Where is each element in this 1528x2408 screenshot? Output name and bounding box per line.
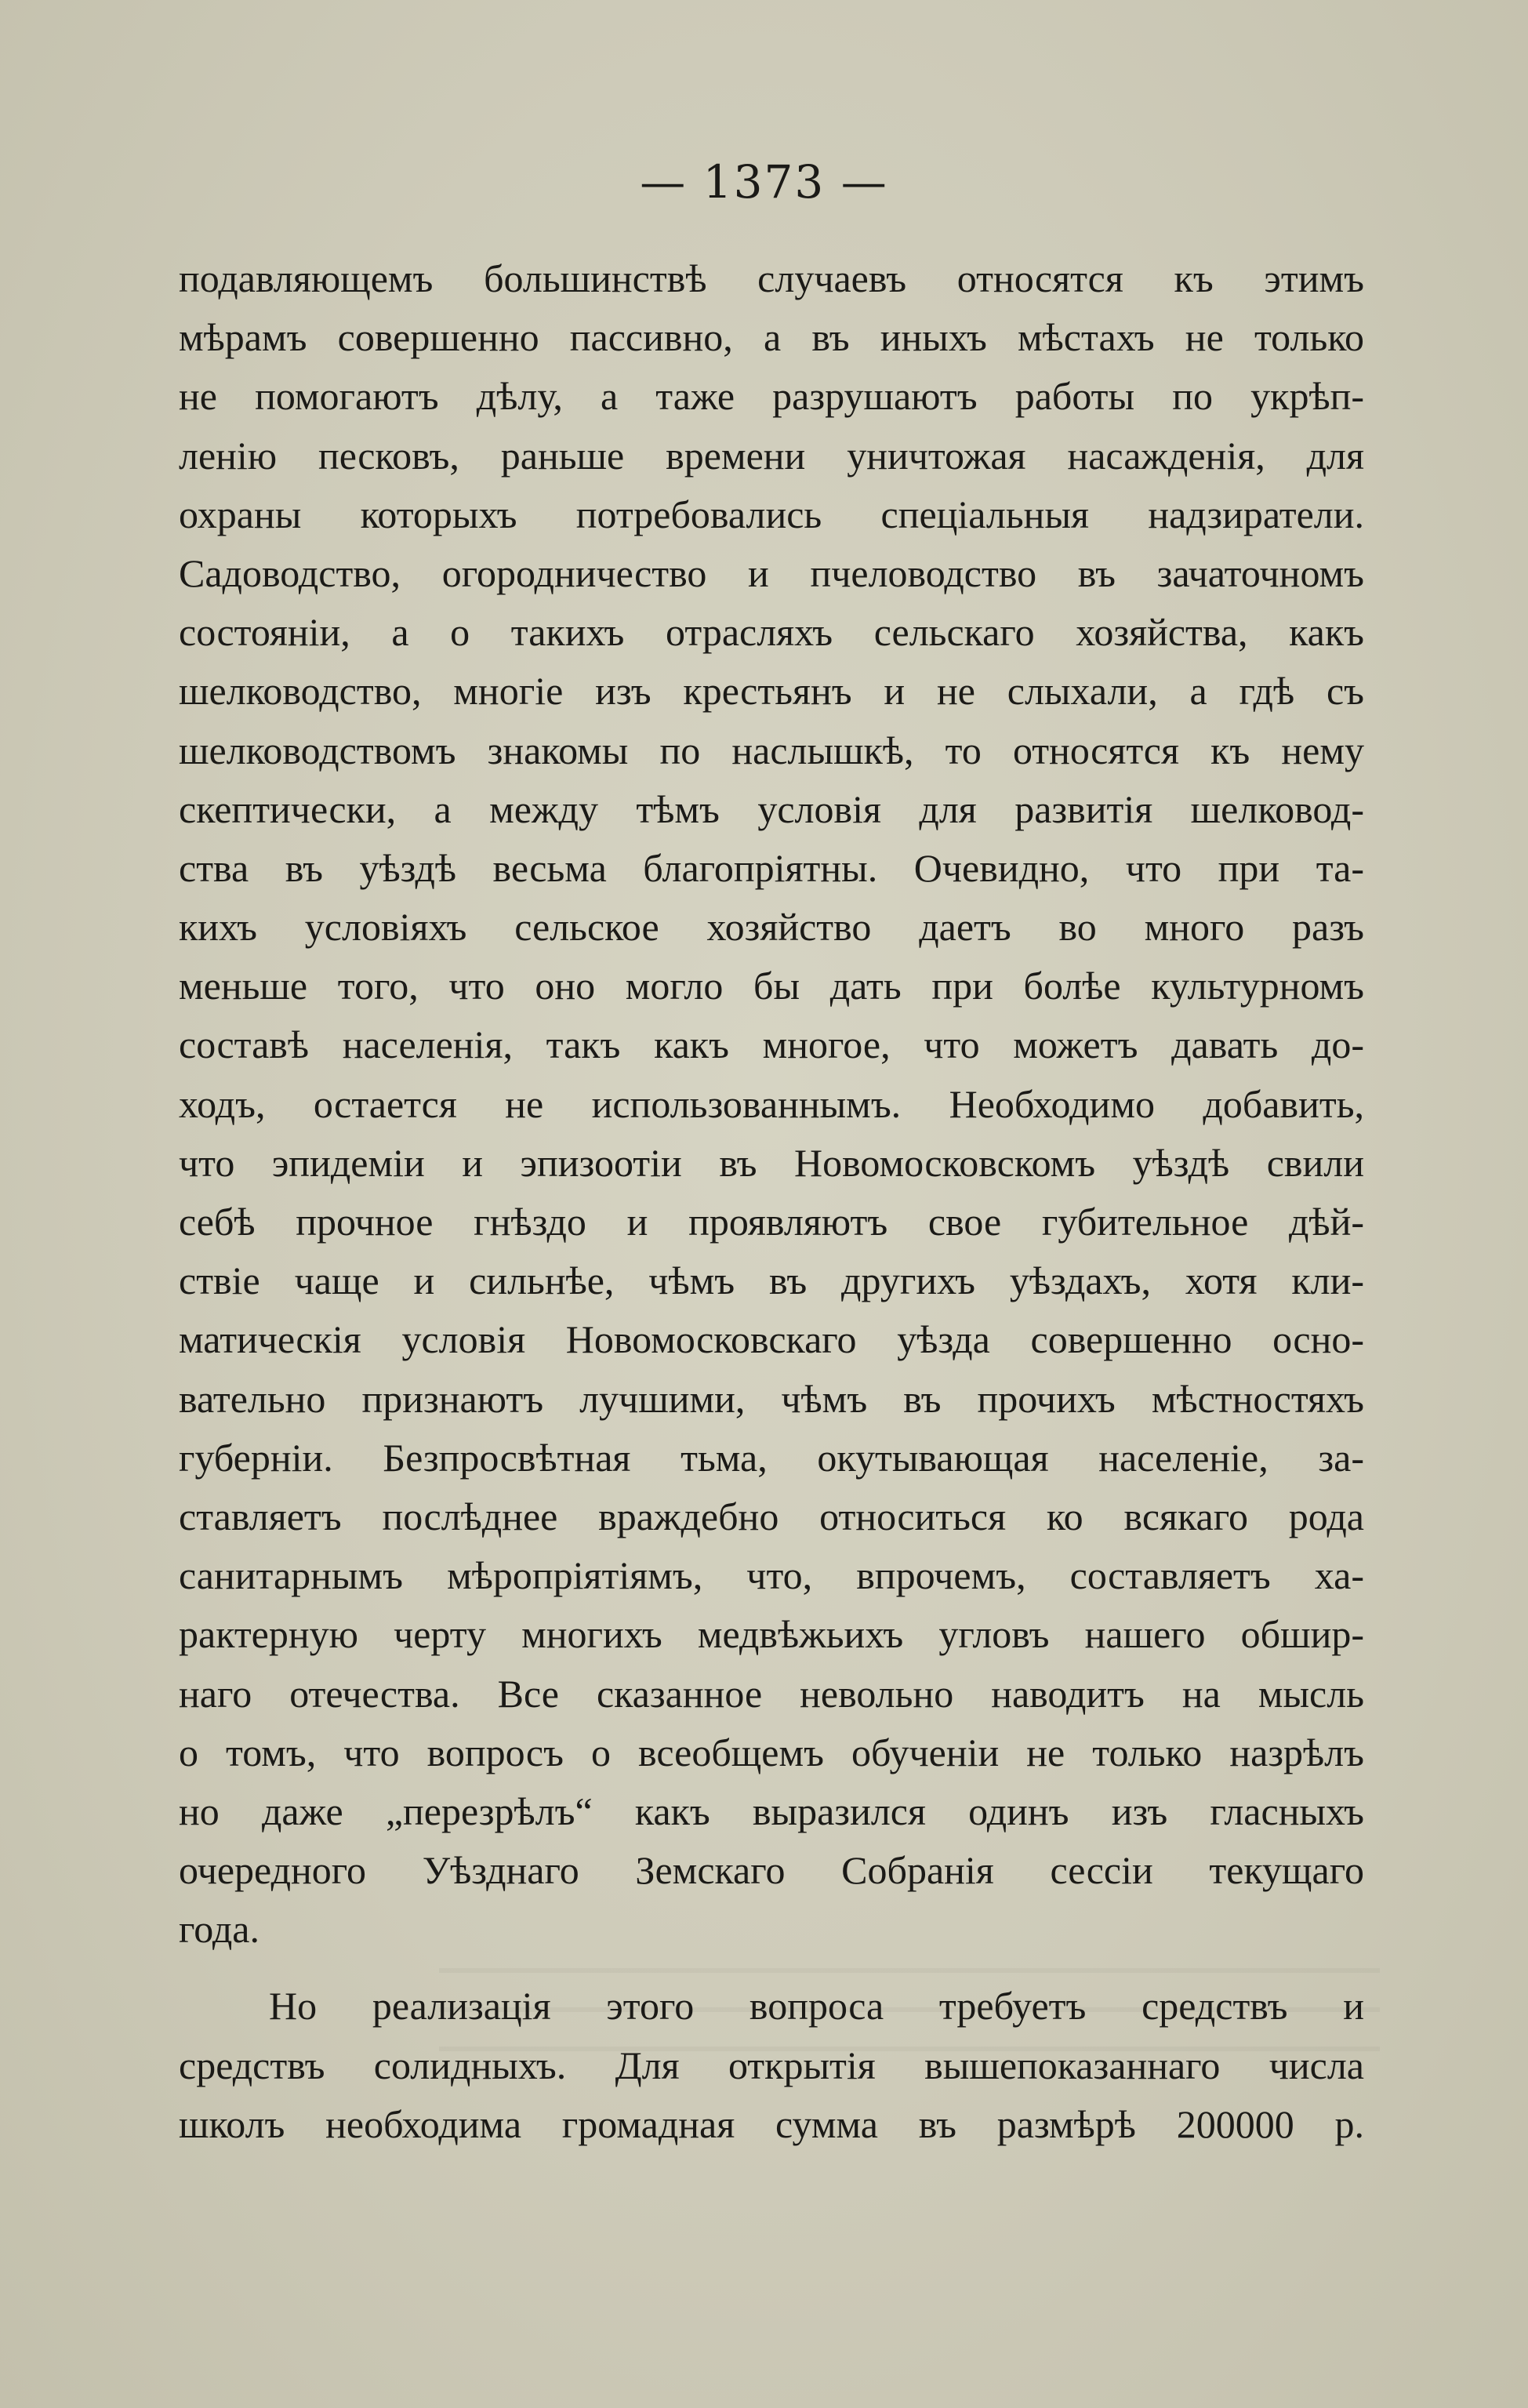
text-line: подавляющемъ большинствѣ случаевъ относятся къ этимъ xyxy=(179,256,1364,300)
page-number: — 1373 — xyxy=(640,155,888,209)
text-line: состояніи, а о такихъ отрасляхъ сельскаго хозяйства, какъ xyxy=(179,610,1364,655)
paragraph-first-line: Но реализація этого вопроса требуетъ средствъ и xyxy=(269,1984,1364,2028)
text-line: но даже „перезрѣлъ“ какъ выразился одинъ изъ гласныхъ xyxy=(179,1789,1364,1833)
text-line: составѣ населенія, такъ какъ многое, что можетъ давать до- xyxy=(179,1022,1364,1067)
text-line: санитарнымъ мѣропріятіямъ, что, впрочемъ, составляетъ ха- xyxy=(179,1553,1364,1598)
text-line: очередного Уѣзднаго Земскаго Собранія сессіи текущаго xyxy=(179,1848,1364,1893)
text-line: школъ необходима громадная сумма въ размѣрѣ 200000 р. xyxy=(179,2101,1364,2146)
text-line: охраны которыхъ потребовались спеціальныя надзиратели. xyxy=(179,492,1364,536)
text-line: матическія условія Новомосковскаго уѣзда совершенно осно- xyxy=(179,1317,1364,1362)
text-line: шелководствомъ знакомы по наслышкѣ, то относятся къ нему xyxy=(179,728,1364,772)
text-line: шелководство, многіе изъ крестьянъ и не слыхали, а гдѣ съ xyxy=(179,669,1364,714)
body-text xyxy=(179,249,1364,2154)
text-line: ленію песковъ, раньше времени уничтожая насажденія, для xyxy=(179,433,1364,478)
text-line: меньше того, что оно могло бы дать при болѣе культурномъ xyxy=(179,964,1364,1008)
text-line: наго отечества. Все сказанное невольно наводитъ на мысль xyxy=(179,1671,1364,1716)
text-line: ставляетъ послѣднее враждебно относиться ко всякаго рода xyxy=(179,1494,1364,1538)
text-line: себѣ прочное гнѣздо и проявляютъ свое губительное дѣй- xyxy=(179,1200,1364,1244)
text-line: губерніи. Безпросвѣтная тьма, окутывающая населеніе, за- xyxy=(179,1435,1364,1480)
text-line: мѣрамъ совершенно пассивно, а въ иныхъ мѣстахъ не только xyxy=(179,315,1364,360)
text-line: не помогаютъ дѣлу, а таже разрушаютъ работы по укрѣп- xyxy=(179,374,1364,419)
text-line: Садоводство, огородничество и пчеловодство въ зачаточномъ xyxy=(179,550,1364,595)
paragraph-last-line: года. xyxy=(179,1907,260,1952)
text-line: рактерную черту многихъ медвѣжьихъ угловъ нашего обшир- xyxy=(179,1612,1364,1657)
text-line: ходъ, остается не использованнымъ. Необходимо добавить, xyxy=(179,1081,1364,1126)
text-line: кихъ условіяхъ сельское хозяйство даетъ во много разъ xyxy=(179,905,1364,950)
text-line: скептически, а между тѣмъ условія для развитія шелковод- xyxy=(179,786,1364,831)
text-line: ствіе чаще и сильнѣе, чѣмъ въ другихъ уѣздахъ, хотя кли- xyxy=(179,1258,1364,1303)
text-line: вательно признаютъ лучшими, чѣмъ въ прочихъ мѣстностяхъ xyxy=(179,1376,1364,1421)
text-line: о томъ, что вопросъ о всеобщемъ обученіи не только назрѣлъ xyxy=(179,1730,1364,1774)
text-line: что эпидеміи и эпизоотіи въ Новомосковскомъ уѣздѣ свили xyxy=(179,1140,1364,1185)
text-line: средствъ солидныхъ. Для открытія вышепоказаннаго числа xyxy=(179,2043,1364,2087)
text-line: ства въ уѣздѣ весьма благопріятны. Очевидно, что при та- xyxy=(179,845,1364,890)
